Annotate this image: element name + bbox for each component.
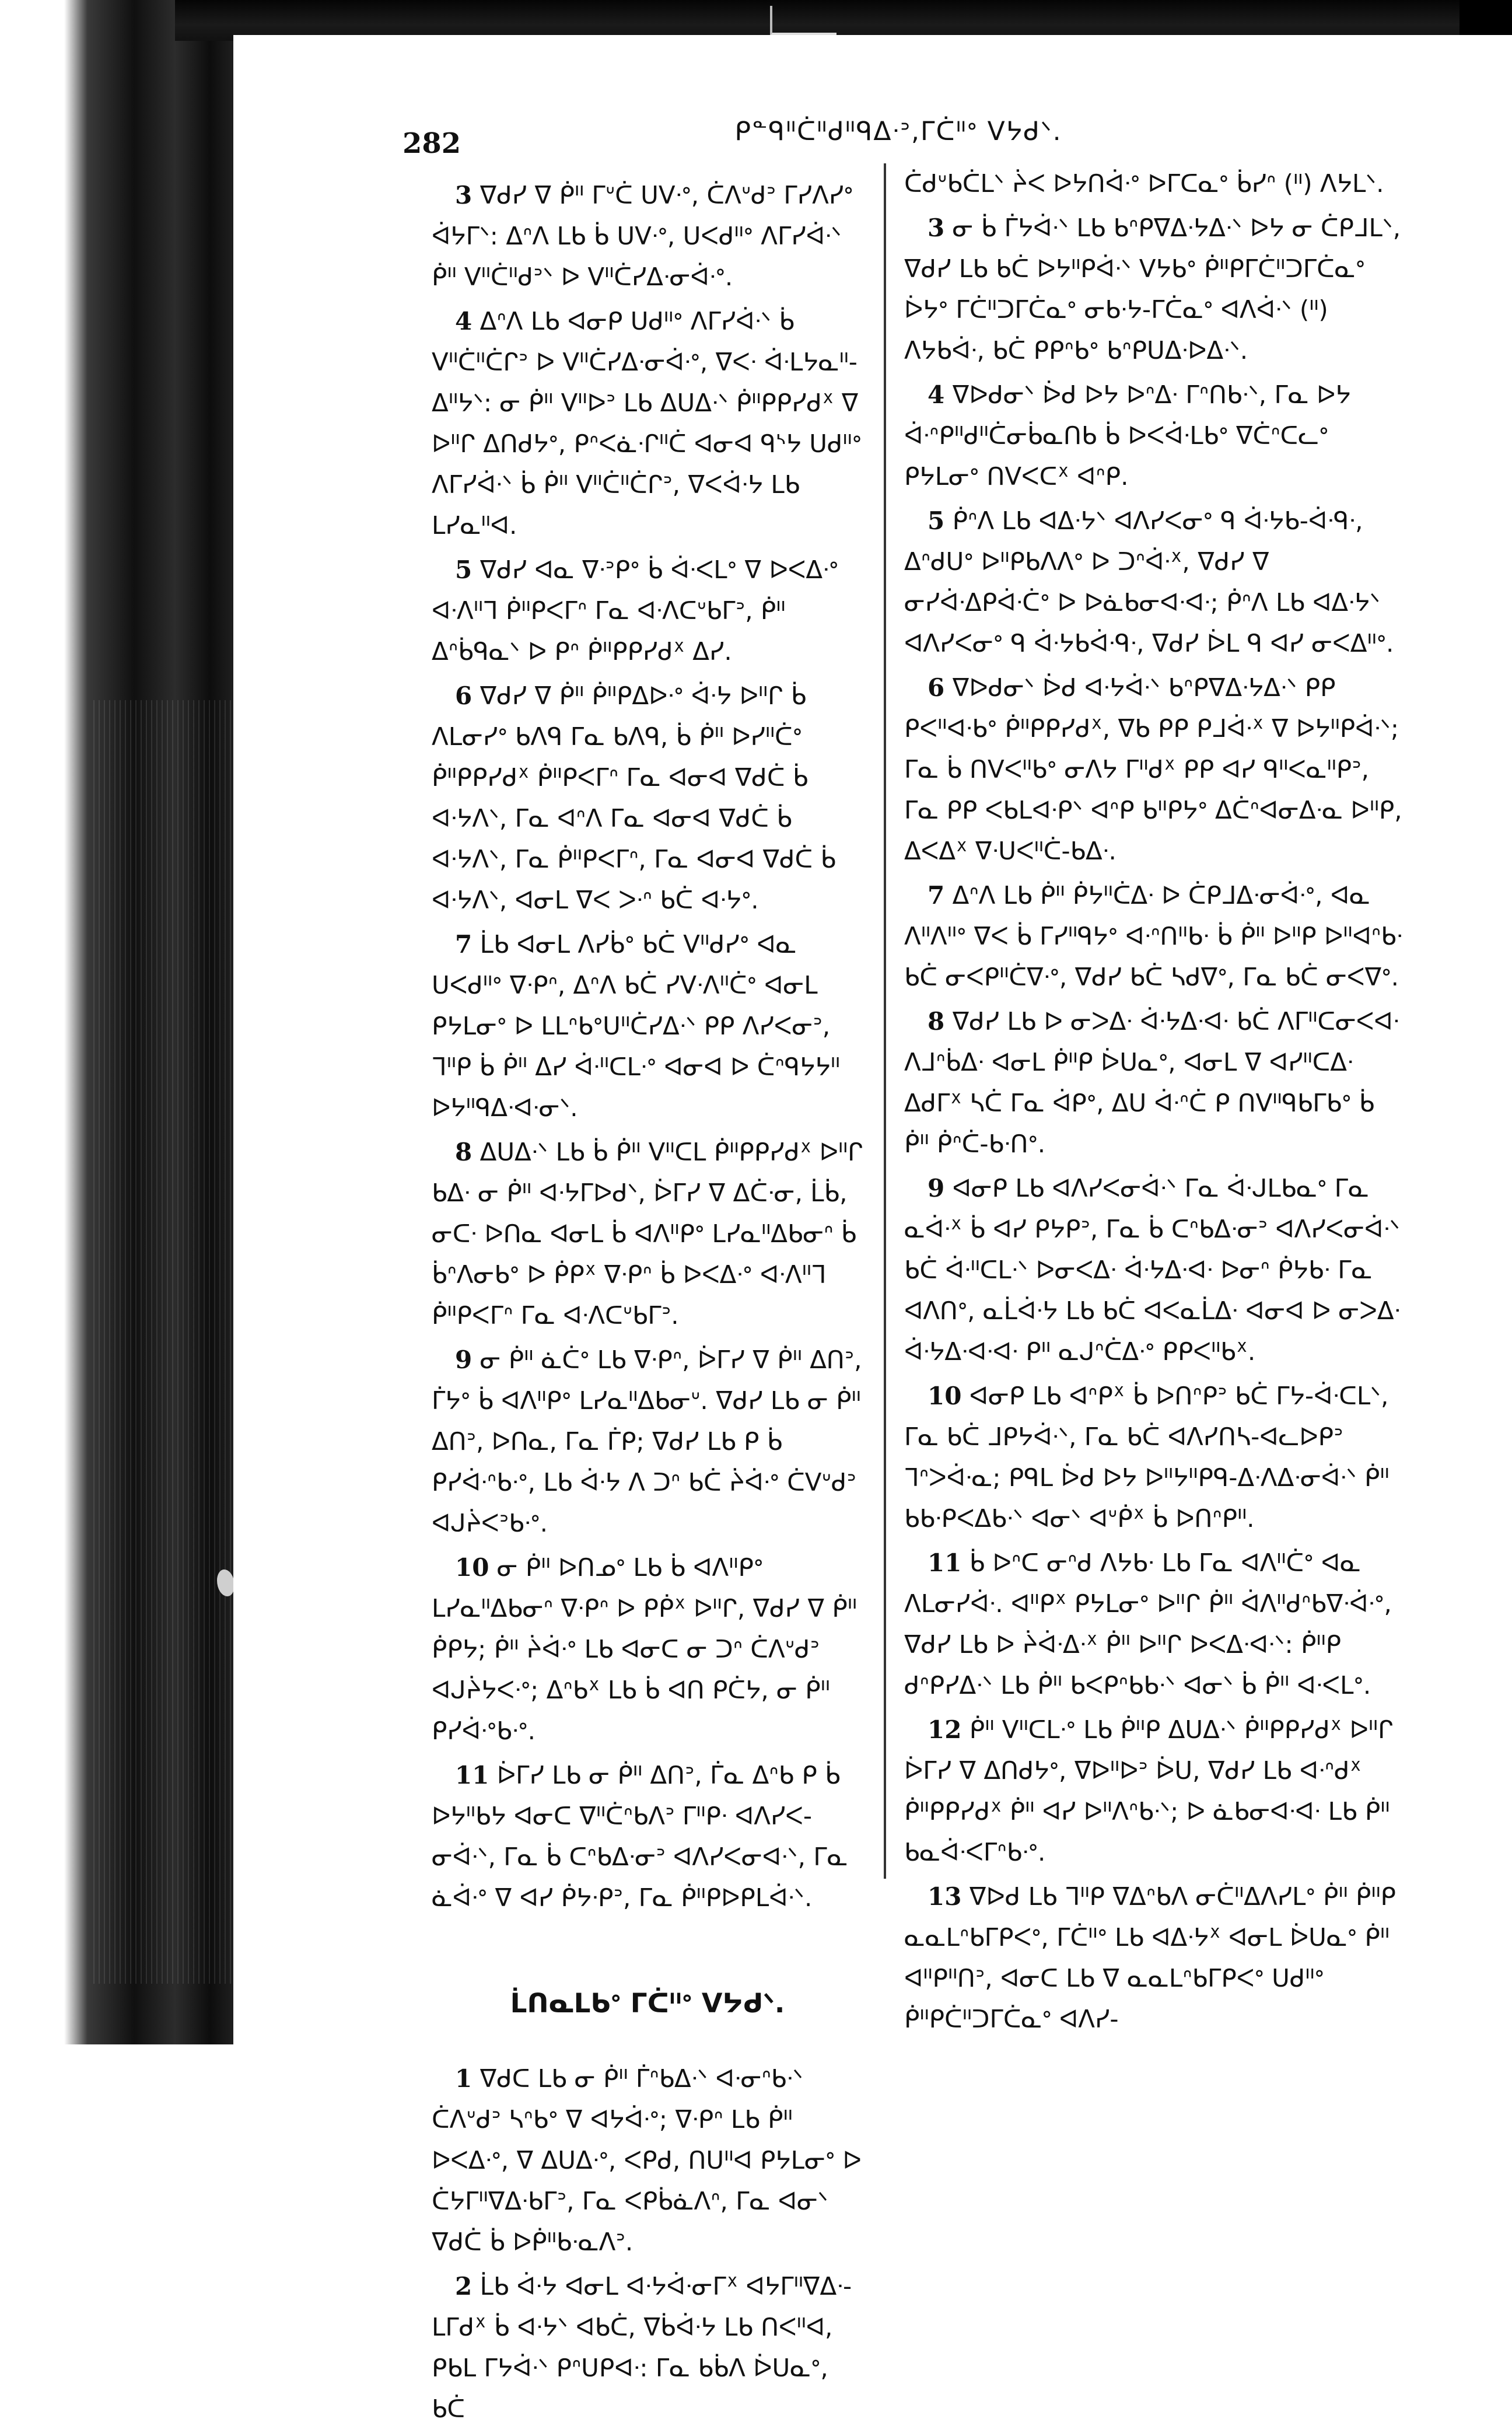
verse-text: ᐁᑯᓯ ᐁ ᑮᐦ ᑮᐦᑭᐃᐅᐧᐤ ᐋᐧᔭ ᐅᐦᒋ ᑳ ᐱᒪᓂᓯᐤ ᑲᐱᑫ ᒥᓇ ᑲᐱᑫ, ᑳ ᑮᐦ ᐅᓯᐦᑖᐤ ᑮᐦᑭᑭᓯᑯᕽ ᑮᐦᑭᐸᒥᐢ ᒥᓇ ᐊᓂᐊ ᐁᑯᑖ ᑳ ᐊᐧᔭᐱᐠ, ᒥᓇ ᐊᐢᐱ ᒥᓇ ᐊᓂᐊ ᐁᑯᑖ ᑳ ᐊᐧᔭᐱᐠ, ᒥᓇ ᑮᐦᑭᐸᒥᐢ, ᒥᓇ ᐊᓂᐊ ᐁᑯᑖ ᑳ ᐊᐧᔭᐱᐠ, ᐊᓂᒪ ᐁᐸ ᐳᐧᐢ ᑲᑖ ᐊᐧᔭᐤ. bbox=[432, 681, 836, 914]
verse-text: ᐃᐢᐱ ᒪᑲ ᐊᓂᑭ ᑌᑯᐦᐤ ᐱᒥᓯᐋᐧᐠ ᑳ ᐯᐦᑖᐦᑖᒋᐣ ᐅ ᐯᐦᑖᓯᐃᐧᓂᐋᐧᐤ, ᐁᐸᐧ ᐋᐧᒪᔭᓇᐦ-ᐃᐦᔭᐠ: ᓂ ᑮᐦ ᐯᐦᐅᐣ ᒪᑲ ᐃᑌᐃᐧᐠ ᑮᐦᑭᑭᓯᑯᕽ ᐁ ᐅᐦᒋ ᐃᑎᑯᔭᐤ, ᑭᐢᐸᓈᐧᒋᐦᑖ ᐊᓂᐊ ᑫᔅᔭ ᑌᑯᐦᐤ ᐱᒥᓯᐋᐧᐠ ᑳ ᑮᐦ ᐯᐦᑖᐦᑖᒋᐣ, ᐁᐸᐋᐧᔭ ᒪᑲ ᒪᓯᓇᐦᐊ. bbox=[432, 307, 862, 540]
verse-text: ᒫᑲ ᐋᐧᔭ ᐊᓂᒪ ᐊᐧᔭᐋᐧᓂᒥᕽ ᐊᔭᒥᐦᐁᐃᐧ-ᒪᒥᑯᕽ ᑳ ᐊᐧᔭᐠ ᐊᑲᑖ, ᐁᑳᐋᐧᔭ ᒪᑲ ᑎᐸᐦᐊ, ᑭᑲᒪ ᒥᔭᐋᐧᐠ ᑭᐢᑌᑭᐊᐧ: ᒥᓇ ᑲᑳᐱ ᐆᑌᓇᐤ, ᑲᑖ bbox=[432, 2272, 852, 2423]
verse-text: ᓂ ᑮᐦ ᓈᑖᐤ ᒪᑲ ᐁᐧᑭᐢ, ᐆᒥᓯ ᐁ ᑮᐦ ᐃᑎᐣ, ᒦᔭᐤ ᑳ ᐊᐱᐦᑭᐤ ᒪᓯᓇᐦᐃᑲᓂᐡ. ᐁᑯᓯ ᒪᑲ ᓂ ᑮᐦ ᐃᑎᐣ, ᐅᑎᓇ, ᒥᓇ ᒦᑭ; ᐁᑯᓯ ᒪᑲ ᑭ ᑳ ᑭᓯᐋᐧᐢᑲᐧᐤ, ᒪᑲ ᐋᐧᔭ ᐱ ᑐᐢ ᑲᑖ ᔩᐋᐧᐤ ᑖᐯᐡᑯᐣ ᐊᒍᔩᐸᐣᑲᐧᐤ. bbox=[432, 1345, 862, 1537]
verse-text: ᐆᒥᓯ ᒪᑲ ᓂ ᑮᐦ ᐃᑎᐣ, ᒦᓇ ᐃᐢᑲ ᑭ ᑳ ᐅᔭᐦᑲᔭ ᐊᓂᑕ ᐁᐦᑖᐢᑲᐱᐣ ᒥᐦᑭᐧ ᐊᐱᓯᐸ-ᓂᐋᐧᐠ, ᒥᓇ ᑳ ᑕᐢᑲᐃᐧᓂᐣ ᐊᐱᓯᐸᓂᐊᐧᐠ, ᒥᓇ ᓈᐋᐧᐤ ᐁ ᐊᓯ ᑮᔭᐧᑭᐣ, ᒥᓇ ᑮᐦᑭᐅᑭᒪᐋᐧᐠ. bbox=[432, 1761, 848, 1912]
verse-text: ᐃᐢᐱ ᒪᑲ ᑮᐦ ᑮᔭᐦᑖᐃᐧ ᐅ ᑖᑭᒧᐃᐧᓂᐋᐧᐤ, ᐊᓇ ᐱᐦᐱᐦᐤ ᐁᐸ ᑳ ᒥᓯᐦᑫᔭᐤ ᐊᐧᐢᑎᐦᑲᐧ ᑳ ᑮᐦ ᐅᐦᑭ ᐅᐦᐊᐢᑲᐧ ᑲᑖ ᓂᐸᑭᐦᑖᐁᐧᐤ, ᐁᑯᓯ ᑲᑖ ᓴᑯᐁᐤ, ᒥᓇ ᑲᑖ ᓂᐸᐁᐤ. bbox=[904, 881, 1403, 991]
verse-number: 9 bbox=[455, 1345, 473, 1374]
verse-number: 2 bbox=[455, 2272, 473, 2301]
verse-number: 10 bbox=[928, 1382, 962, 1410]
verse-paragraph bbox=[432, 1340, 863, 1544]
verse-number: 5 bbox=[928, 506, 945, 535]
verse-paragraph bbox=[432, 175, 863, 298]
left-verses bbox=[432, 175, 863, 1918]
verse-paragraph bbox=[432, 2266, 863, 2429]
verse-number: 8 bbox=[455, 1138, 473, 1166]
verse-paragraph bbox=[904, 375, 1406, 497]
verse-paragraph bbox=[432, 550, 863, 672]
verse-number: 10 bbox=[455, 1553, 489, 1582]
verse-paragraph bbox=[904, 667, 1406, 872]
verse-text: ᐁᑯᓯ ᐁ ᑮᐦ ᒥᐡᑖ ᑌᐯᐧᐤ, ᑖᐱᐡᑯᐣ ᒥᓯᐱᓯᐤ ᐋᔭᒥᐠ: ᐃᐢᐱ ᒪᑲ ᑳ ᑌᐯᐧᐤ, ᑌᐸᑯᐦᐤ ᐱᒥᓯᐋᐧᐠ ᑮᐦ ᐯᐦᑖᐦᑯᐣᐠ ᐅ ᐯᐦᑖᓯᐃᐧᓂᐋᐧᐤ. bbox=[432, 181, 853, 291]
section-title: ᒫᑎᓇᒪᑲᐤ ᒥᑖᐦᐤ ᐯᔭᑯᐠ. bbox=[510, 1987, 785, 2019]
verse-number: 3 bbox=[928, 214, 945, 242]
verse-paragraph bbox=[904, 1376, 1406, 1539]
verse-text: ᓂ ᑳ ᒦᔭᐋᐧᐠ ᒪᑲ ᑲᐢᑭᐁᐃᐧᔭᐃᐧᐠ ᐅᔭ ᓂ ᑖᑭᒧᒪᐠ, ᐁᑯᓯ ᒪᑲ ᑲᑖ ᐅᔭᐦᑭᐋᐧᐠ ᐯᔭᑲᐤ ᑮᐦᑭᒥᑖᐦᑐᒥᑖᓇᐤ ᐆᔭᐤ ᒥᑖᐦᑐᒥᑖᓇᐤ ᓂᑲᐧᔭ-ᒥᑖᓇᐤ ᐊᐱᐋᐧᐠ (ᐦ) ᐱᔭᑲᐋᐧ, ᑲᑖ ᑭᑭᐢᑲᐤ ᑲᐢᑭᑌᐃᐧᐅᐃᐧᐠ. bbox=[904, 214, 1401, 365]
verse-text: ᐁᐅᑯᓂᐠ ᐆᑯ ᐅᔭ ᐅᐢᐃᐧ ᒥᐢᑎᑲᐧᐠ, ᒥᓇ ᐅᔭ ᐋᐧᐢᑭᐦᑯᐦᑖᓂᑳᓇᑎᑲ ᑳ ᐅᐸᐋᐧᒪᑲᐤ ᐁᑖᐢᑕᓚᐤ ᑭᔭᒪᓂᐤ ᑎᐯᐸᑕᕽ ᐊᐢᑭ. bbox=[904, 380, 1351, 491]
verse-number: 11 bbox=[928, 1548, 962, 1577]
verse-paragraph bbox=[904, 1001, 1406, 1165]
verse-number: 7 bbox=[455, 930, 473, 959]
verse-text: ᓂ ᑮᐦ ᐅᑎᓄᐤ ᒪᑲ ᑳ ᐊᐱᐦᑭᐤ ᒪᓯᓇᐦᐃᑲᓂᐢ ᐁᐧᑭᐢ ᐅ ᑭᑮᕽ ᐅᐦᒋ, ᐁᑯᓯ ᐁ ᑮᐦ ᑮᑭᔭ; ᑮᐦ ᔩᐋᐧᐤ ᒪᑲ ᐊᓂᑕ ᓂ ᑐᐢ ᑖᐱᐡᑯᐣ ᐊᒍᔩᔭᐸᐧᐤ; ᐃᐢᑲᕽ ᒪᑲ ᑳ ᐊᑎ ᑭᑖᔭ, ᓂ ᑮᐦ ᑭᓯᐋᐧᐤᑲᐧᐤ. bbox=[432, 1553, 857, 1745]
verse-number: 7 bbox=[928, 881, 945, 910]
section-verses bbox=[432, 2058, 863, 2429]
verse-text: ᐊᓂᑭ ᒪᑲ ᐊᐢᑭᕽ ᑳ ᐅᑎᐢᑭᐣ ᑲᑖ ᒥᔭ-ᐋᐧᑕᒪᐠ, ᒥᓇ ᑲᑖ ᒧᑭᔭᐋᐧᐠ, ᒥᓇ ᑲᑖ ᐊᐱᓯᑎᓴ-ᐊᓚᐅᑭᐣ ᒣᐢᐳᐋᐧᓇ; ᑭᑫᒪ ᐆᑯ ᐅᔭ ᐅᐦᔭᐦᑭᑫ-ᐃᐧᐱᐃᐧᓂᐋᐧᐠ ᑮᐦ ᑲᑲᐧᑭᐸᐃᑲᐧᐠ ᐊᓂᐠ ᐊᐡᑮᕽ ᑳ ᐅᑎᐢᑭᐦ. bbox=[904, 1382, 1390, 1533]
verse-number: 8 bbox=[928, 1007, 945, 1036]
verse-paragraph bbox=[904, 875, 1406, 998]
verse-text: ᐁᐅᑯᓂᐠ ᐆᑯ ᐊᐧᔭᐋᐧᐠ ᑲᐢᑭᐁᐃᐧᔭᐃᐧᐠ ᑭᑭ ᑭᐸᐦᐊᐧᑲᐤ ᑮᐦᑭᑭᓯᑯᕽ, ᐁᑲ ᑭᑭ ᑭᒧᐋᐧᕽ ᐁ ᐅᔭᐦᑭᐋᐧᐠ; ᒥᓇ ᑳ ᑎᐯᐸᐦᑲᐤ ᓂᐱᔭ ᒥᐦᑯᕽ ᑭᑭ ᐊᓯ ᑫᐦᐸᓇᐦᑭᐣ, ᒥᓇ ᑭᑭ ᐸᑲᒪᐊᐧᑭᐠ ᐊᐢᑭ ᑲᐦᑭᔭᐤ ᐃᑖᐢᐊᓂᐃᐧᓇ ᐅᐦᑭ, ᐃᐸᐃᕽ ᐁᐧᑌᐸᐦᑖ-ᑲᐃᐧ. bbox=[904, 673, 1402, 865]
verse-number: 12 bbox=[928, 1715, 962, 1744]
verse-number: 4 bbox=[455, 307, 473, 335]
verse-paragraph bbox=[432, 1132, 863, 1336]
verse-paragraph bbox=[432, 1755, 863, 1918]
verse-number: 9 bbox=[928, 1174, 945, 1202]
verse-text: ᑳ ᐅᐢᑕ ᓂᐢᑯ ᐱᔭᑲᐧ ᒪᑲ ᒥᓇ ᐊᐱᐦᑖᐤ ᐊᓇ ᐱᒪᓂᓯᐋᐧ. ᐊᐦᑭᕽ ᑭᔭᒪᓂᐤ ᐅᐦᒋ ᑮᐦ ᐋᐱᐦᑯᐢᑲᐁᐧᐋᐧᐤ, ᐁᑯᓯ ᒪᑲ ᐅ ᔩᐋᐧᐃᐧᕽ ᑮᐦ ᐅᐦᒋ ᐅᐸᐃᐧᐊᐧᐠ: ᑮᐦᑭ ᑯᐢᑭᓯᐃᐧᐠ ᒪᑲ ᑮᐦ ᑲᐸᑭᐢᑲᑲᐧᐠ ᐊᓂᐠ ᑳ ᑮᐦ ᐊᐧᐸᒪᐤ. bbox=[904, 1548, 1392, 1700]
page-number: 282 bbox=[402, 127, 461, 160]
verse-number: 4 bbox=[928, 380, 945, 409]
verse-paragraph bbox=[904, 501, 1406, 664]
verse-text: ᐃᑌᐃᐧᐠ ᒪᑲ ᑳ ᑮᐦ ᐯᐦᑕᒪ ᑮᐦᑭᑭᓯᑯᕽ ᐅᐦᒋ ᑲᐃᐧ ᓂ ᑮᐦ ᐊᐧᔭᒥᐅᑯᐠ, ᐆᒥᓯ ᐁ ᐃᑖᐧᓂ, ᒫᑳ, ᓂᑕᐧ ᐅᑎᓇ ᐊᓂᒪ ᑳ ᐊᐱᐦᑭᐤ ᒪᓯᓇᐦᐃᑲᓂᐢ ᑳ ᑳᐢᐱᓂᑲᐤ ᐅ ᑮᑭᕽ ᐁᐧᑭᐢ ᑳ ᐅᐸᐃᐧᐤ ᐊᐧᐱᐦᒣ ᑮᐦᑭᐸᒥᐢ ᒥᓇ ᐊᐧᐱᑕᐡᑲᒥᐣ. bbox=[432, 1138, 863, 1330]
verse-paragraph bbox=[904, 1710, 1406, 1873]
verse-number: 6 bbox=[455, 681, 473, 710]
verse-text: ᐁᑯᑕ ᒪᑲ ᓂ ᑮᐦ ᒦᐢᑲᐃᐧᐠ ᐊᐧᓂᐢᑲᐧᐠ ᑖᐱᐡᑯᐣ ᓴᐢᑲᐤ ᐁ ᐊᔭᐋᐧᐤ; ᐁᐧᑭᐢ ᒪᑲ ᑮᐦ ᐅᐸᐃᐧᐤ, ᐁ ᐃᑌᐃᐧᐤ, ᐸᑭᑯ, ᑎᑌᐦᐊ ᑭᔭᒪᓂᐤ ᐅ ᑖᔭᒥᐦᐁᐃᐧᑲᒥᐣ, ᒥᓇ ᐸᑭᑳᓈᐱᐢ, ᒥᓇ ᐊᓂᐠ ᐁᑯᑖ ᑳ ᐅᑮᐦᑲᐧᓇᐱᐣ. bbox=[432, 2064, 862, 2256]
verse-paragraph bbox=[904, 1543, 1406, 1706]
verse-text: ᑮᐦ ᐯᐦᑕᒪᐧᐤ ᒪᑲ ᑮᐦᑭ ᐃᑌᐃᐧᐠ ᑮᐦᑭᑭᓯᑯᕽ ᐅᐦᒋ ᐆᒥᓯ ᐁ ᐃᑎᑯᔭᐤ, ᐁᐅᐦᐅᐣ ᐆᑌ, ᐁᑯᓯ ᒪᑲ ᐊᐧᐢᑯᕽ ᑮᐦᑭᑭᓯᑯᕽ ᑮᐦ ᐊᓯ ᐅᐦᐱᐢᑲᐧᐠ; ᐅ ᓈᑲᓂᐊᐧᐊᐧ ᒪᑲ ᑮᐦ ᑲᓇᐋᐧᐸᒥᐢᑲᐧᐤ. bbox=[904, 1715, 1394, 1866]
verse-paragraph bbox=[432, 1547, 863, 1752]
verse-paragraph bbox=[432, 2058, 863, 2263]
verse-paragraph bbox=[432, 676, 863, 921]
verse-number: 13 bbox=[928, 1882, 962, 1911]
page-stack-lines bbox=[93, 700, 233, 1984]
lead-in-text: ᑖᑯᐡᑲᑖᒪᐠ ᔩᐸ ᐅᔭᑎᐋᐧᐤ ᐅᒥᑕᓇᐤ ᑳᓯᐢ (ᐦ) ᐱᔭᒪᐠ. bbox=[904, 169, 1384, 198]
verse-number: 11 bbox=[455, 1761, 489, 1789]
verse-number: 6 bbox=[928, 673, 945, 702]
page-tab-mark bbox=[770, 6, 836, 36]
running-head: ᑭᓐᑫᐦᑖᐦᑯᐦᑫᐃᐧᐣ,ᒥᑖᐦᐤ ᐯᔭᑯᐠ. bbox=[734, 117, 1062, 146]
column-divider bbox=[884, 163, 886, 1879]
right-column bbox=[904, 163, 1406, 2043]
verse-paragraph bbox=[904, 1168, 1406, 1372]
verse-text: ᐁᐅᑯ ᒪᑲ ᒣᐦᑭ ᐁᐃᐢᑲᐱ ᓂᑖᐦᐃᐱᓯᒪᐤ ᑮᐦ ᑮᐦᑭ ᓇᓇᒪᐢᑲᒥᑭᐸᐤ, ᒥᑖᐦᐤ ᒪᑲ ᐊᐃᐧᔭᕽ ᐊᓂᒪ ᐆᑌᓇᐤ ᑮᐦ ᐊᐦᑭᐦᑎᐣ, ᐊᓂᑕ ᒪᑲ ᐁ ᓇᓇᒪᐢᑲᒥᑭᐸᐤ ᑌᑯᐦᐤ ᑮᐦᑭᑖᐦᑐᒥᑖᓇᐤ ᐊᐱᓯ- bbox=[904, 1882, 1396, 2033]
verse-text: ᐁᑯᓯ ᐊᓇ ᐁᐧᐣᑭᐤ ᑳ ᐋᐧᐸᒪᐤ ᐁ ᐅᐸᐃᐧᐤ ᐊᐧᐱᐦᒣ ᑮᐦᑭᐸᒥᐢ ᒥᓇ ᐊᐧᐱᑕᐡᑲᒥᐣ, ᑮᐦ ᐃᐢᑳᑫᓇᐠ ᐅ ᑭᐢ ᑮᐦᑭᑭᓯᑯᕽ ᐃᓯ. bbox=[432, 555, 839, 666]
left-column bbox=[432, 175, 863, 2433]
verse-number: 5 bbox=[455, 555, 473, 584]
verse-number: 3 bbox=[455, 181, 473, 209]
verse-text: ᒫᑲ ᐊᓂᒪ ᐱᓯᑳᐤ ᑲᑖ ᐯᐦᑯᓯᐤ ᐊᓇ ᑌᐸᑯᐦᐤ ᐁᐧᑭᐢ, ᐃᐢᐱ ᑲᑖ ᓯᐯᐧᐱᐦᑖᐤ ᐊᓂᒪ ᑭᔭᒪᓂᐤ ᐅ ᒪᒪᐢᑲᐤᑌᐦᑖᓯᐃᐧᐠ ᑭᑭ ᐱᓯᐸᓂᐣ, ᒣᐦᑭ ᑳ ᑮᐦ ᐃᓯ ᐋᐧᐦᑕᒪᐧᐤ ᐊᓂᐊ ᐅ ᑖᐢᑫᔭᔭᐦ ᐅᔭᐦᑫᐃᐧᐊᐧᓂᐠ. bbox=[432, 930, 840, 1122]
verse-text: ᐊᓂᑭ ᒪᑲ ᐊᐱᓯᐸᓂᐋᐧᐠ ᒥᓇ ᐋᐧᒍᒪᑲᓇᐤ ᒥᓇ ᓇᐋᐧᕽ ᑳ ᐊᓯ ᑭᔭᑭᐣ, ᒥᓇ ᑳ ᑕᐢᑲᐃᐧᓂᐣ ᐊᐱᓯᐸᓂᐋᐧᐠ ᑲᑖ ᐋᐧᐦᑕᒪᐧᐠ ᐅᓂᐸᐃᐧ ᐋᐧᔭᐃᐧᐊᐧ ᐅᓂᐢ ᑮᔭᑲᐧ ᒥᓇ ᐊᐱᑎᐤ, ᓇᒫᐋᐧᔭ ᒪᑲ ᑲᑖ ᐊᐸᓇᒫᐃᐧ ᐊᓂᐊ ᐅ ᓂᐳᐃᐧ ᐋᐧᔭᐃᐧᐊᐧᐊᐧ ᑭᐦ ᓇᒍᐢᑖᐃᐧᐤ ᑭᑭᐸᐦᑲᕽ. bbox=[904, 1174, 1401, 1366]
verse-text: ᐁᑯᓯ ᒪᑲ ᐅ ᓂᐳᐃᐧ ᐋᐧᔭᐃᐧᐊᐧ ᑲᑖ ᐱᒥᐦᑕᓂᐸᐊᐧ ᐱᒧᐢᑳᐃᐧ ᐊᓂᒪ ᑮᐦᑭ ᐆᑌᓇᐤ, ᐊᓂᒪ ᐁ ᐊᓯᐦᑕᐃᐧ ᐃᑯᒥᕽ ᓴᑖ ᒥᓇ ᐋᑭᐤ, ᐃᑌ ᐋᐧᐢᑖ ᑭ ᑎᐯᐦᑫᑲᒥᑲᐤ ᑳ ᑮᐦ ᑮᐢᑖ-ᑲᐧᑎᐤ. bbox=[904, 1007, 1399, 1158]
right-verses bbox=[904, 208, 1406, 2040]
verse-paragraph bbox=[432, 301, 863, 546]
verse-number: 1 bbox=[455, 2064, 473, 2093]
verse-text: ᑮᐢᐱ ᒪᑲ ᐊᐃᐧᔭᐠ ᐊᐱᓯᐸᓂᐤ ᑫ ᐋᐧᔭᑲ-ᐋᐧᑫᐧ, ᐃᐢᑯᑌᐤ ᐅᐦᑭᑲᐱᐱᐤ ᐅ ᑐᐢᐋᐧᕽ, ᐁᑯᓯ ᐁ ᓂᓯᐋᐧᐃᑭᐋᐧᑖᐤ ᐅ ᐅᓈᑲᓂᐊᐧᐊᐧ; ᑮᐢᐱ ᒪᑲ ᐊᐃᐧᔭᐠ ᐊᐱᓯᐸᓂᐤ ᑫ ᐋᐧᔭᑲᐋᐧᑫᐧ, ᐁᑯᓯ ᐆᒪ ᑫ ᐊᓯ ᓂᐸᐃᐦᐤ. bbox=[904, 506, 1394, 658]
verse-paragraph bbox=[432, 924, 863, 1128]
verse-paragraph bbox=[904, 1876, 1406, 2040]
verse-paragraph bbox=[904, 208, 1406, 371]
